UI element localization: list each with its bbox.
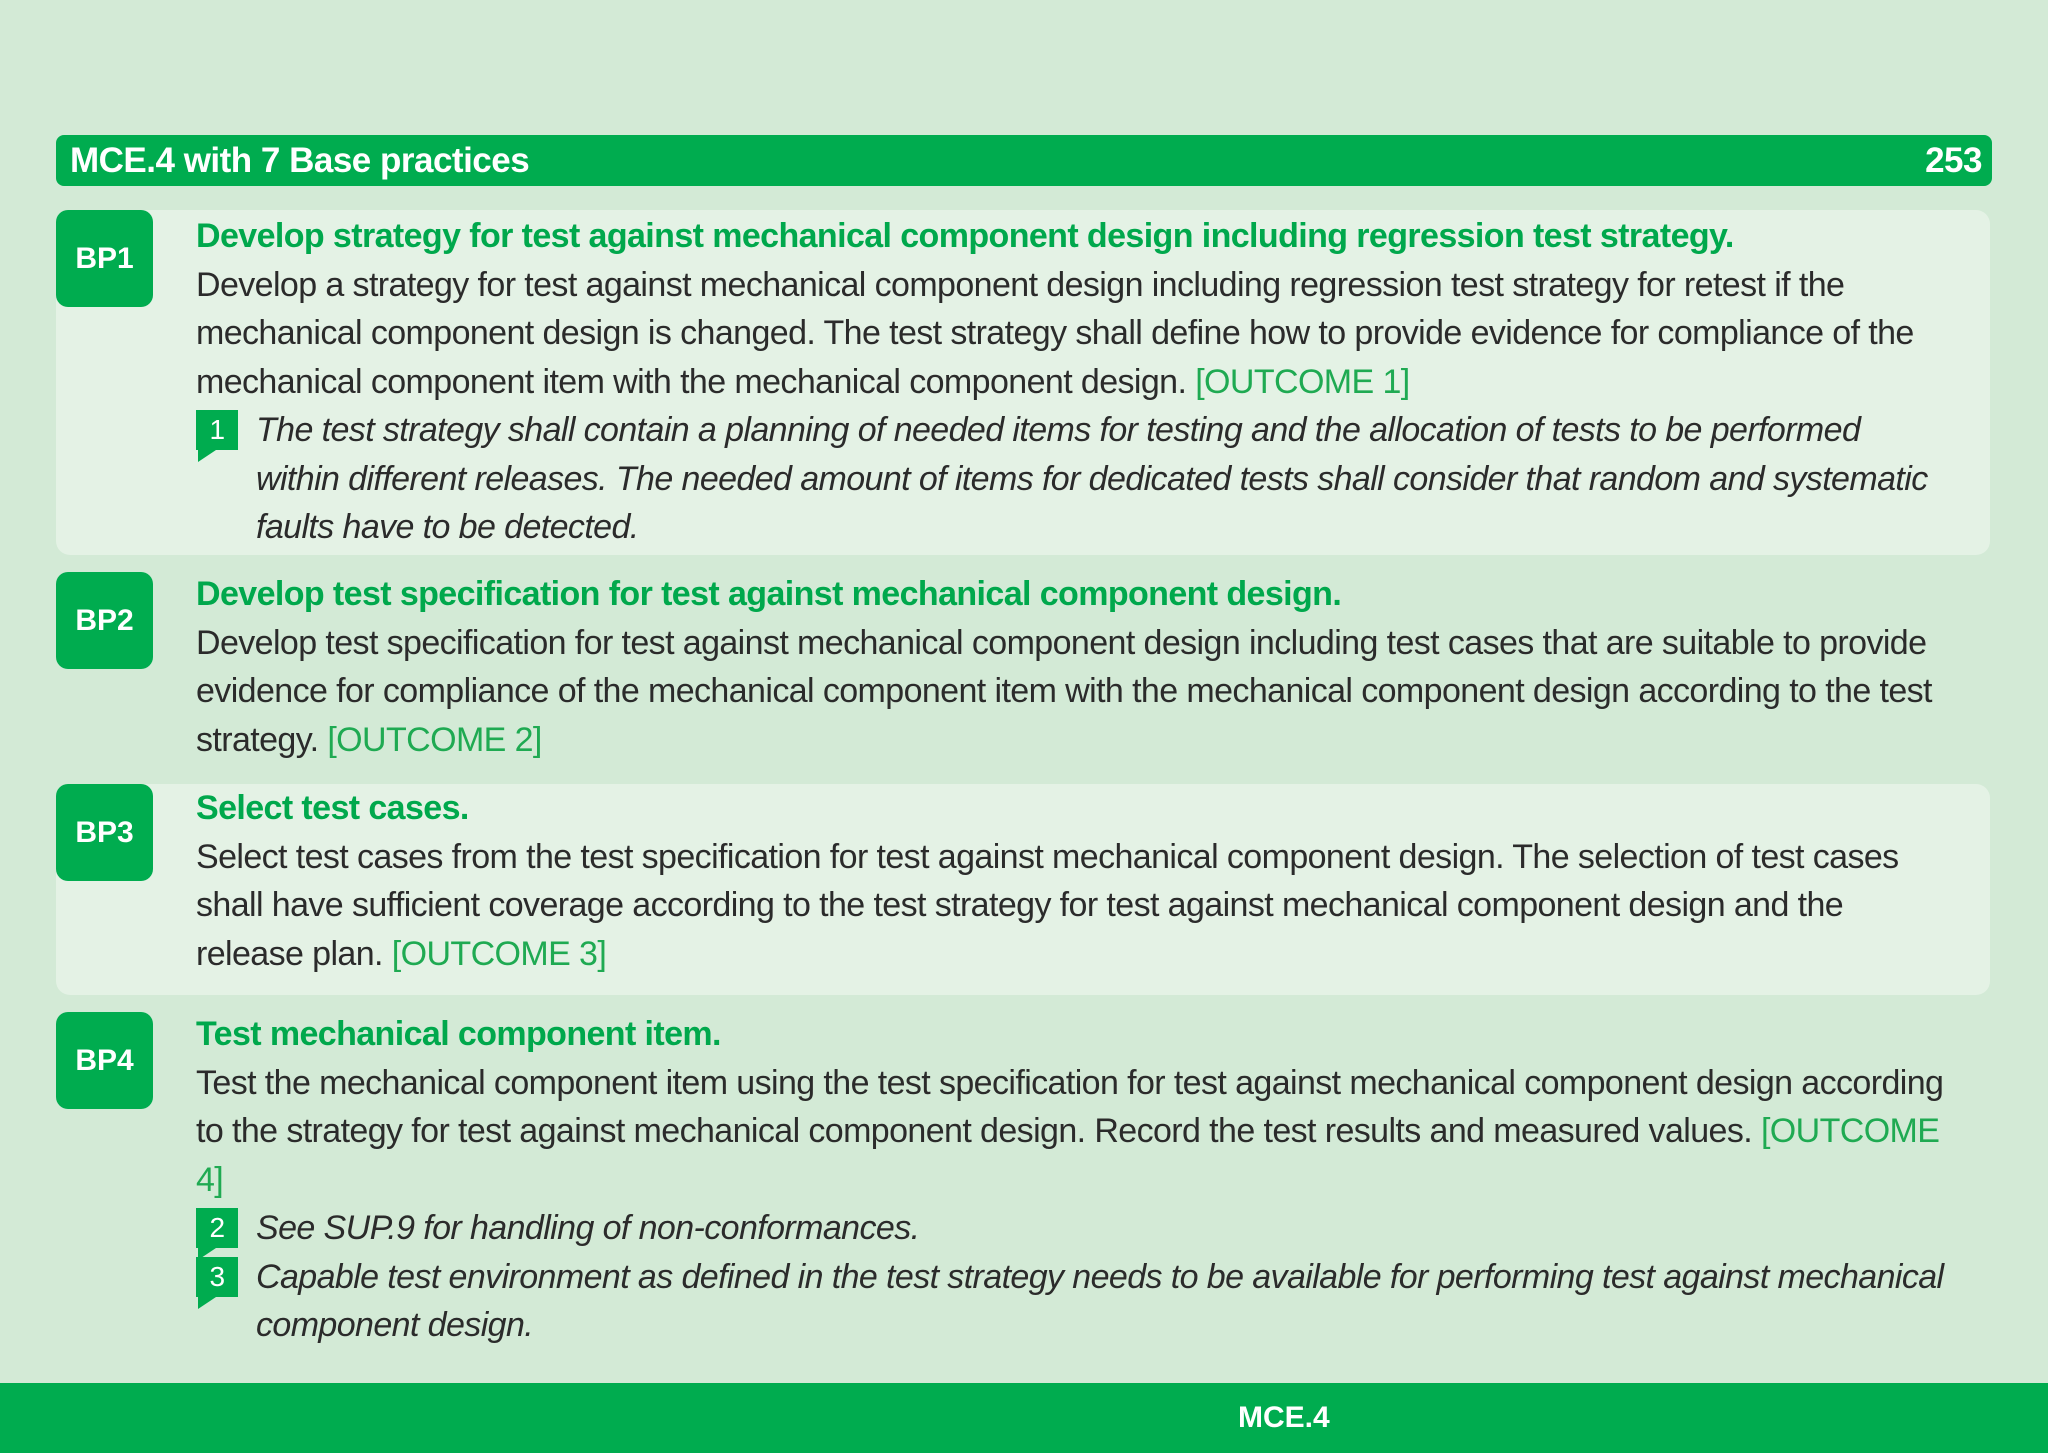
bp-title: Select test cases.	[196, 789, 469, 827]
bp-description-text: Develop a strategy for test against mechanical component design including regression test strategy for retest if the mechanical component design is changed. The test strategy shall define how to provide evidence for compliance of the mechanical component item with the mechanical component design.	[196, 265, 1914, 401]
base-practice-bp3	[56, 784, 1990, 995]
bp-title: Test mechanical component item.	[196, 1015, 721, 1053]
note-number-badge: 3	[196, 1257, 238, 1297]
base-practice-bp1	[56, 210, 1990, 555]
bp-badge: BP1	[56, 210, 153, 307]
outcome-reference: [OUTCOME 2]	[327, 720, 542, 759]
note-number-badge: 1	[196, 410, 238, 450]
note	[196, 1253, 1950, 1350]
bp-description	[196, 1059, 1950, 1205]
note	[196, 406, 1950, 552]
bp-description	[196, 261, 1950, 407]
bp-title: Develop test specification for test against mechanical component design.	[196, 575, 1342, 613]
outcome-reference: [OUTCOME 3]	[391, 934, 607, 973]
base-practice-bp4	[56, 1012, 1990, 1344]
bp-description	[196, 833, 1950, 979]
bp-description-text: Test the mechanical component item using the test specification for test against mechanical component design according to the strategy for test against mechanical component design. Record the test results and measured values.	[196, 1063, 1944, 1150]
note-text: The test strategy shall contain a planning of needed items for testing and the allocation of tests to be performed within different releases. The needed amount of items for dedicated tests shall consider that random and systematic faults have to be detected.	[256, 411, 1928, 546]
note-text: Capable test environment as defined in the test strategy needs to be available for performing test against mechanical component design.	[256, 1257, 1944, 1344]
page-footer	[0, 1383, 2048, 1453]
page-number: 253	[1925, 140, 1982, 180]
page-title: MCE.4 with 7 Base practices	[70, 140, 530, 180]
note	[196, 1204, 1950, 1253]
bp-description-text: Select test cases from the test specification for test against mechanical component design. The selection of test cases shall have sufficient coverage according to the test strategy for test against mechanical component design and the release plan.	[196, 837, 1899, 973]
note-text: See SUP.9 for handling of non-conformances.	[256, 1209, 920, 1247]
note-number-badge: 2	[196, 1208, 238, 1248]
outcome-reference: [OUTCOME 1]	[1195, 362, 1410, 401]
base-practice-bp2	[56, 572, 1990, 772]
bp-badge: BP4	[56, 1012, 153, 1109]
bp-badge: BP2	[56, 572, 153, 669]
bp-badge: BP3	[56, 784, 153, 881]
bp-description-text: Develop test specification for test against mechanical component design including test cases that are suitable to provide evidence for compliance of the mechanical component item with the mechanical component design according to the test strategy.	[196, 623, 1932, 759]
bp-description	[196, 619, 1950, 765]
outcome-reference: [OUTCOME 4]	[196, 1112, 1940, 1199]
page-header	[56, 135, 1992, 186]
bp-title: Develop strategy for test against mechanical component design including regression test strategy.	[196, 217, 1734, 255]
footer-section-label: MCE.4	[1238, 1401, 1330, 1434]
